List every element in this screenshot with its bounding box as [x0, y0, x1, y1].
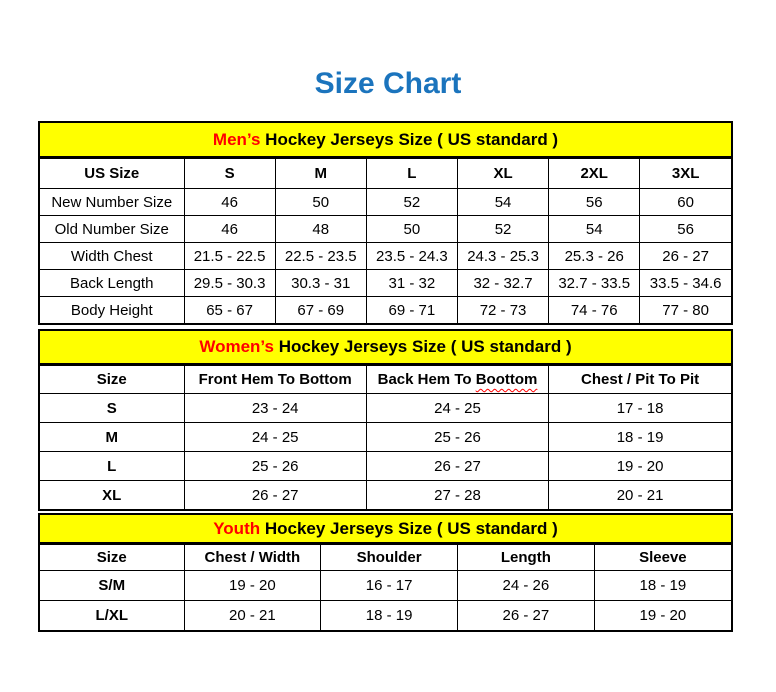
data-cell: 25 - 26 [184, 452, 366, 481]
size-chart-tables [38, 121, 733, 632]
data-cell: 24.3 - 25.3 [457, 243, 548, 270]
data-cell: 32.7 - 33.5 [549, 270, 640, 297]
data-cell: 32 - 32.7 [457, 270, 548, 297]
data-cell: 48 [275, 216, 366, 243]
column-header-cell: L [366, 159, 457, 189]
data-cell: 19 - 20 [184, 571, 321, 601]
data-cell: 23 - 24 [184, 394, 366, 423]
mens-title-rest: Hockey Jerseys Size ( US standard ) [260, 129, 559, 149]
youth-table-title-band [40, 515, 731, 544]
row-label-cell: M [40, 423, 184, 452]
mens-size-table [38, 121, 733, 325]
row-label-cell: Body Height [40, 297, 184, 324]
data-cell: 24 - 25 [366, 394, 548, 423]
column-header-cell: Size [40, 545, 184, 571]
column-header-cell: M [275, 159, 366, 189]
row-label-cell: XL [40, 481, 184, 510]
womens-table-grid [40, 365, 731, 509]
mens-table-title-band [40, 123, 731, 158]
data-cell: 27 - 28 [366, 481, 548, 510]
row-label-cell: New Number Size [40, 189, 184, 216]
row-label-cell: S [40, 394, 184, 423]
table-row [40, 270, 731, 297]
data-cell: 60 [640, 189, 731, 216]
row-label-cell: Old Number Size [40, 216, 184, 243]
row-label-cell: L/XL [40, 601, 184, 631]
data-cell: 17 - 18 [549, 394, 731, 423]
table-row [40, 297, 731, 324]
column-header-cell: 2XL [549, 159, 640, 189]
data-cell: 21.5 - 22.5 [184, 243, 275, 270]
data-cell: 46 [184, 189, 275, 216]
mens-title-accent: Men’s [212, 129, 261, 149]
youth-header-row [40, 545, 731, 571]
data-cell: 23.5 - 24.3 [366, 243, 457, 270]
data-cell: 56 [549, 189, 640, 216]
table-row [40, 394, 731, 423]
table-row [40, 189, 731, 216]
table-row [40, 216, 731, 243]
table-row [40, 601, 731, 631]
data-cell: 54 [549, 216, 640, 243]
column-header-cell: Size [40, 366, 184, 394]
womens-title-rest: Hockey Jerseys Size ( US standard ) [273, 337, 572, 356]
mens-header-row [40, 159, 731, 189]
row-label-cell: L [40, 452, 184, 481]
column-header-cell: Sleeve [594, 545, 731, 571]
mens-table-grid [40, 158, 731, 323]
womens-title-accent: Women’s [199, 337, 274, 356]
data-cell: 26 - 27 [366, 452, 548, 481]
youth-size-table [38, 513, 733, 632]
data-cell: 77 - 80 [640, 297, 731, 324]
data-cell: 26 - 27 [458, 601, 595, 631]
column-header-cell: Chest / Width [184, 545, 321, 571]
column-header-cell: US Size [40, 159, 184, 189]
data-cell: 18 - 19 [594, 571, 731, 601]
data-cell: 54 [457, 189, 548, 216]
table-row [40, 571, 731, 601]
data-cell: 22.5 - 23.5 [275, 243, 366, 270]
data-cell: 67 - 69 [275, 297, 366, 324]
data-cell: 26 - 27 [184, 481, 366, 510]
data-cell: 69 - 71 [366, 297, 457, 324]
data-cell: 56 [640, 216, 731, 243]
data-cell: 46 [184, 216, 275, 243]
column-header-cell: Shoulder [321, 545, 458, 571]
data-cell: 31 - 32 [366, 270, 457, 297]
youth-title-rest: Hockey Jerseys Size ( US standard ) [260, 518, 558, 538]
table-row [40, 423, 731, 452]
data-cell: 52 [366, 189, 457, 216]
data-cell: 18 - 19 [549, 423, 731, 452]
column-header-cell: Chest / Pit To Pit [549, 366, 731, 394]
column-header-cell: XL [457, 159, 548, 189]
data-cell: 24 - 26 [458, 571, 595, 601]
data-cell: 50 [366, 216, 457, 243]
data-cell: 30.3 - 31 [275, 270, 366, 297]
data-cell: 24 - 25 [184, 423, 366, 452]
data-cell: 74 - 76 [549, 297, 640, 324]
data-cell: 19 - 20 [594, 601, 731, 631]
column-header-cell: Length [458, 545, 595, 571]
youth-table-grid [40, 544, 731, 630]
data-cell: 26 - 27 [640, 243, 731, 270]
column-header-cell: S [184, 159, 275, 189]
data-cell: 25 - 26 [366, 423, 548, 452]
data-cell: 25.3 - 26 [549, 243, 640, 270]
womens-size-table [38, 329, 733, 511]
misspelled-word: Boottom [475, 371, 538, 388]
column-header-cell: 3XL [640, 159, 731, 189]
data-cell: 20 - 21 [549, 481, 731, 510]
data-cell: 18 - 19 [321, 601, 458, 631]
data-cell: 16 - 17 [321, 571, 458, 601]
data-cell: 52 [457, 216, 548, 243]
table-row [40, 452, 731, 481]
data-cell: 19 - 20 [549, 452, 731, 481]
table-row [40, 481, 731, 510]
youth-title-accent: Youth [213, 518, 261, 538]
data-cell: 20 - 21 [184, 601, 321, 631]
data-cell: 33.5 - 34.6 [640, 270, 731, 297]
column-header-cell: Front Hem To Bottom [184, 366, 366, 394]
data-cell: 50 [275, 189, 366, 216]
data-cell: 65 - 67 [184, 297, 275, 324]
table-row [40, 243, 731, 270]
womens-table-title-band [40, 331, 731, 365]
column-header-cell: Back Hem To Boottom [366, 366, 548, 394]
data-cell: 72 - 73 [457, 297, 548, 324]
row-label-cell: Back Length [40, 270, 184, 297]
row-label-cell: S/M [40, 571, 184, 601]
womens-header-row [40, 366, 731, 394]
data-cell: 29.5 - 30.3 [184, 270, 275, 297]
page-title: Size Chart [314, 67, 462, 100]
row-label-cell: Width Chest [40, 243, 184, 270]
